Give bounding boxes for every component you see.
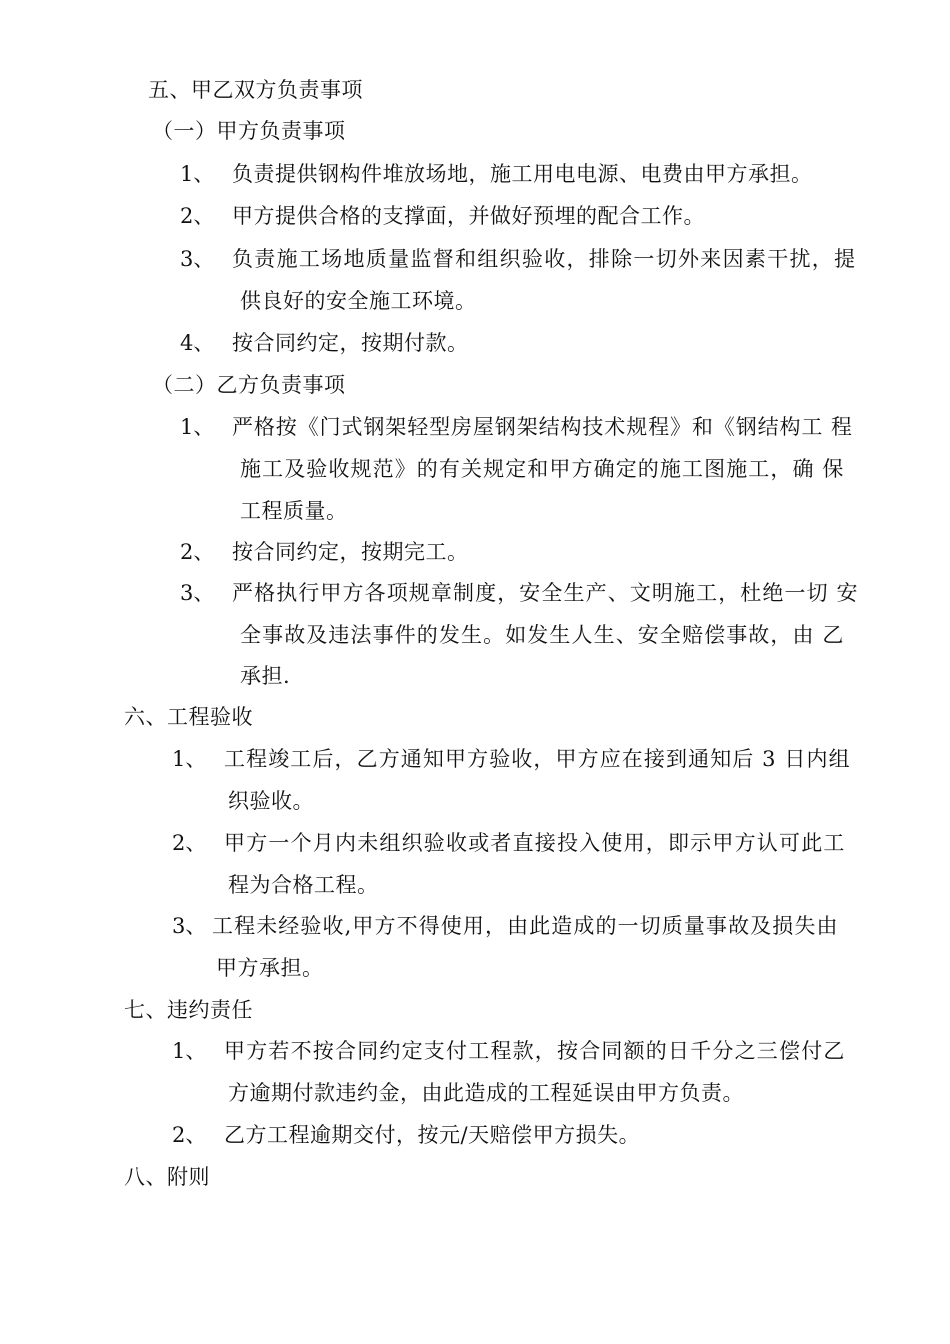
item-text: 乙方工程逾期交付，按元/天赔偿甲方损失。	[224, 1123, 641, 1147]
item-text: 甲方若不按合同约定支付工程款，按合同额的日千分之三偿付乙	[224, 1039, 846, 1063]
section-heading-6: 六、工程验收	[124, 705, 253, 729]
item-number: 4、	[180, 331, 215, 355]
subsection-heading-party-b: （二）乙方负责事项	[152, 373, 346, 397]
item-text: 甲方提供合格的支撑面，并做好预埋的配合工作。	[232, 204, 705, 228]
item-text: 严格按《门式钢架轻型房屋钢架结构技术规程》和《钢结构工 程	[232, 415, 853, 439]
item-number: 1、	[180, 162, 215, 186]
item-text-continued: 织验收。	[228, 789, 314, 813]
item-number: 2、	[180, 204, 215, 228]
item-text-continued: 程为合格工程。	[228, 873, 379, 897]
item-number: 3、	[172, 914, 207, 938]
item-text-continued: 工程质量。	[240, 499, 348, 523]
item-number: 2、	[180, 540, 215, 564]
item-text-continued: 供良好的安全施工环境。	[240, 289, 477, 313]
item-text: 工程竣工后，乙方通知甲方验收，甲方应在接到通知后 3 日内组	[224, 747, 851, 771]
item-text: 按合同约定，按期完工。	[232, 540, 469, 564]
item-number: 2、	[172, 1123, 207, 1147]
item-text: 负责提供钢构件堆放场地，施工用电电源、电费由甲方承担。	[232, 162, 813, 186]
item-number: 1、	[180, 415, 215, 439]
item-text: 按合同约定，按期付款。	[232, 331, 469, 355]
item-number: 1、	[172, 1039, 207, 1063]
section-heading-8: 八、附则	[124, 1165, 210, 1189]
item-text: 甲方一个月内未组织验收或者直接投入使用，即示甲方认可此工	[224, 831, 846, 855]
item-number: 2、	[172, 831, 207, 855]
subsection-heading-party-a: （一）甲方负责事项	[152, 119, 346, 143]
item-text-continued: 方逾期付款违约金，由此造成的工程延误由甲方负责。	[228, 1081, 744, 1105]
item-text-continued: 承担.	[240, 664, 291, 688]
item-number: 3、	[180, 581, 215, 605]
item-number: 1、	[172, 747, 207, 771]
section-heading-7: 七、违约责任	[124, 998, 253, 1022]
item-text: 负责施工场地质量监督和组织验收，排除一切外来因素干扰，提	[232, 247, 857, 271]
item-text: 工程未经验收,甲方不得使用，由此造成的一切质量事故及损失由	[212, 914, 839, 938]
item-text-continued: 全事故及违法事件的发生。如发生人生、安全赔偿事故，由 乙	[240, 623, 845, 647]
item-text-continued: 施工及验收规范》的有关规定和甲方确定的施工图施工，确 保	[240, 457, 845, 481]
item-number: 3、	[180, 247, 215, 271]
item-text: 严格执行甲方各项规章制度，安全生产、文明施工，杜绝一切 安	[232, 581, 859, 605]
section-heading-5: 五、甲乙双方负责事项	[148, 78, 363, 102]
item-text-continued: 甲方承担。	[216, 956, 324, 980]
